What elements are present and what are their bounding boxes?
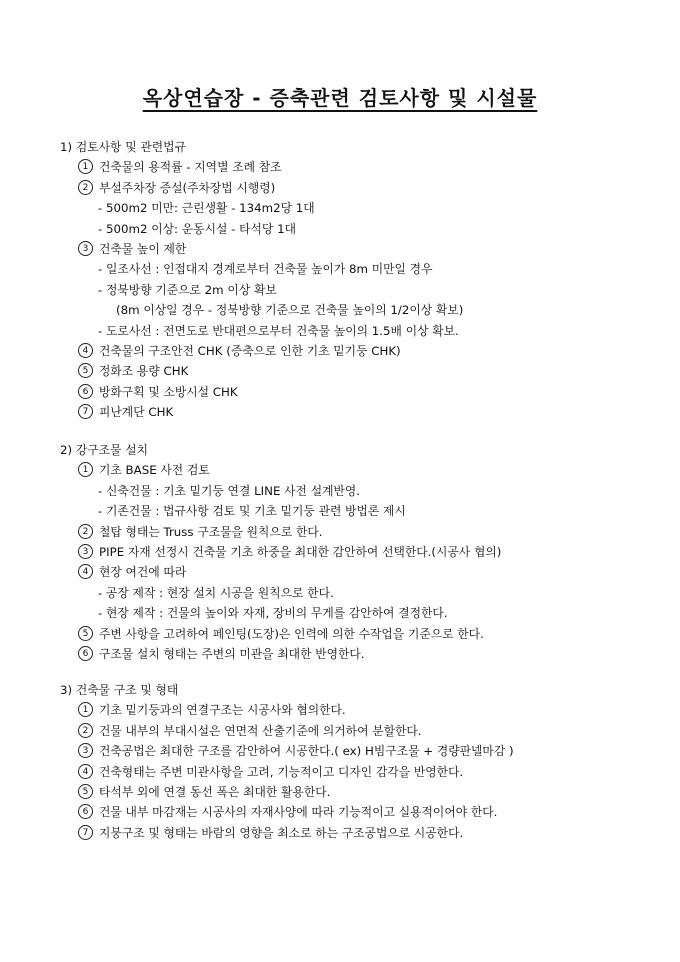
- numbered-item: [0, 700, 680, 720]
- item-text: 건축물의 구조안전 CHK (증축으로 인한 기초 밑기둥 CHK): [99, 343, 401, 358]
- sub-item-note: (8m 이상일 경우 - 정북방향 기준으로 건축물 높이의 1/2이상 확보): [116, 303, 464, 318]
- circled-number: 3: [78, 743, 93, 758]
- item-text: 건축형태는 주변 미관사항을 고려, 기능적이고 디자인 감각을 반영한다.: [99, 764, 464, 779]
- sub-item: - 일조사선 : 인접대지 경계로부터 건축물 높이가 8m 미만일 경우: [98, 262, 433, 277]
- numbered-item: [0, 562, 680, 582]
- numbered-item: [0, 644, 680, 664]
- sub-item: - 정북방향 기준으로 2m 이상 확보: [98, 282, 277, 297]
- section-heading: 1) 검토사항 및 관련법규: [60, 140, 186, 154]
- sub-item: - 도로사선 : 전면도로 반대편으로부터 건축물 높이의 1.5배 이상 확보.: [98, 323, 459, 338]
- numbered-item: [0, 802, 680, 822]
- item-text: 주변 사항을 고려하여 페인팅(도장)은 인력에 의한 수작업을 기준으로 한다.: [99, 626, 484, 641]
- numbered-item: [0, 382, 680, 402]
- item-text: 구조물 설치 형태는 주변의 미관을 최대한 반영한다.: [99, 646, 365, 661]
- numbered-item: [0, 361, 680, 381]
- circled-number: 2: [78, 180, 93, 195]
- circled-number: 2: [78, 723, 93, 738]
- circled-number: 5: [78, 784, 93, 799]
- numbered-item: [0, 721, 680, 741]
- item-text: 현장 여건에 따라: [99, 565, 187, 580]
- numbered-item: [0, 762, 680, 782]
- section-steel-structure: [0, 440, 680, 664]
- sub-item: - 현장 제작 : 건물의 높이와 자재, 장비의 무게를 감안하여 결정한다.: [98, 606, 448, 621]
- circled-number: 3: [78, 544, 93, 559]
- item-text: 건축공법은 최대한 구조를 감안하여 시공한다.( ex) H빔구조물 + 경량판넬마감 ): [99, 744, 514, 759]
- numbered-item: [0, 239, 680, 259]
- circled-number: 1: [78, 159, 93, 174]
- item-text: 기초 밑기둥과의 연결구조는 시공사와 협의한다.: [99, 703, 346, 718]
- numbered-item: [0, 624, 680, 644]
- item-text: 지붕구조 및 형태는 바람의 영향을 최소로 하는 구조공법으로 시공한다.: [99, 825, 464, 840]
- item-text: PIPE 자재 선정시 건축물 기초 하중을 최대한 감안하여 선택한다.(시공사 협의): [99, 544, 502, 559]
- item-text: 건물 내부의 부대시설은 연면적 산출기준에 의거하여 분할한다.: [99, 723, 422, 738]
- numbered-item: [0, 402, 680, 422]
- item-text: 타석부 외에 연결 동선 폭은 최대한 활용한다.: [99, 784, 331, 799]
- circled-number: 1: [78, 702, 93, 717]
- item-text: 피난계단 CHK: [99, 405, 174, 420]
- circled-number: 5: [78, 363, 93, 378]
- numbered-item: [0, 460, 680, 480]
- section-heading: 3) 건축물 구조 및 형태: [60, 683, 179, 697]
- document-title: [0, 82, 680, 111]
- circled-number: 6: [78, 804, 93, 819]
- item-text: 정화조 용량 CHK: [99, 364, 189, 379]
- numbered-item: [0, 542, 680, 562]
- sub-item: - 500m2 이상: 운동시설 - 타석당 1대: [98, 221, 296, 236]
- numbered-item: [0, 157, 680, 177]
- sub-item: - 신축건물 : 기초 밑기둥 연결 LINE 사전 설계반영.: [98, 483, 361, 498]
- circled-number: 6: [78, 646, 93, 661]
- circled-number: 7: [78, 825, 93, 840]
- section-heading: 2) 강구조물 설치: [60, 443, 148, 457]
- section-review-regulations: [0, 137, 680, 422]
- item-text: 철탑 형태는 Truss 구조물을 원칙으로 한다.: [99, 524, 323, 539]
- item-text: 방화구획 및 소방시설 CHK: [99, 384, 238, 399]
- circled-number: 1: [78, 462, 93, 477]
- circled-number: 4: [78, 343, 93, 358]
- numbered-item: [0, 522, 680, 542]
- item-text: 건물 내부 마감재는 시공사의 자재사양에 따라 기능적이고 실용적이어야 한다.: [99, 805, 498, 820]
- item-text: 건축물의 용적률 - 지역별 조례 참조: [99, 160, 282, 175]
- circled-number: 3: [78, 241, 93, 256]
- circled-number: 6: [78, 384, 93, 399]
- item-text: 건축물 높이 제한: [99, 241, 187, 256]
- numbered-item: [0, 782, 680, 802]
- item-text: 기초 BASE 사전 검토: [99, 463, 210, 478]
- numbered-item: [0, 741, 680, 761]
- sub-item: - 기존건물 : 법규사항 검토 및 기초 밑기둥 관련 방법론 제시: [98, 504, 406, 519]
- circled-number: 7: [78, 404, 93, 419]
- item-text: 부설주차장 증설(주차장법 시행령): [99, 180, 276, 195]
- circled-number: 4: [78, 564, 93, 579]
- section-building-structure: [0, 680, 680, 843]
- sub-item: - 공장 제작 : 현장 설치 시공을 원칙으로 한다.: [98, 585, 334, 600]
- sub-item: - 500m2 미만: 근린생활 - 134m2당 1대: [98, 201, 315, 216]
- circled-number: 5: [78, 626, 93, 641]
- numbered-item: [0, 823, 680, 843]
- circled-number: 2: [78, 524, 93, 539]
- numbered-item: [0, 341, 680, 361]
- document-title-text: 옥상연습장 - 증축관련 검토사항 및 시설물: [142, 86, 538, 110]
- numbered-item: [0, 178, 680, 198]
- circled-number: 4: [78, 764, 93, 779]
